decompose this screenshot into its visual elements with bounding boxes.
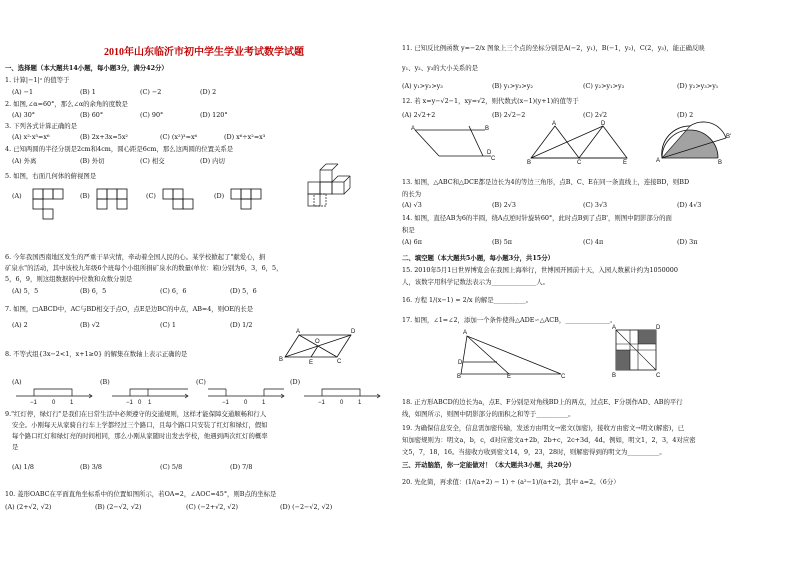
q12-stem: 12. 若 x=y−√2−1，xy=√2，则代数式(x−1)(y+1)的值等于 xyxy=(402,97,579,105)
q20-stem: 20. 先化简，再求值：(1/(a+2) − 1) ÷ (a²−1)/(a+2)，其中 a=2。（6分） xyxy=(402,478,620,486)
q8-c-tick-0: 0 xyxy=(244,400,248,406)
q7-stem: 7. 如图，□ABCD中，AC与BD相交于点O，点E是边BC的中点，AB=4，则OE的长是 xyxy=(5,305,254,313)
q7-label-e: E xyxy=(309,360,314,366)
q8-b-tick-minus1: −1 xyxy=(126,400,133,406)
q8-b-tick-1: 1 xyxy=(148,400,152,406)
q14-option-c: (C) 4π xyxy=(583,238,604,246)
q13-stem-line1: 13. 如图，△ABC和△DCE都是边长为4的等边三角形，点B、C、E在同一条直线上，连接BD，则BD xyxy=(402,178,690,186)
q8-d-tick-0: 0 xyxy=(340,400,344,406)
q7-label-d: D xyxy=(351,329,356,335)
q7-option-b: (B) √2 xyxy=(80,321,100,329)
q5-stem: 5. 如图，右面几何体的俯视图是 xyxy=(5,172,97,180)
q19-stem-line2: 知加密规则为：明文a，b，c，d对应密文a+2b，2b+c，2c+3d，4d。例如，明文1，2，3，4对应密 xyxy=(402,436,696,444)
section-2-heading: 二、填空题（本大题共5小题，每小题3分，共15分） xyxy=(402,254,554,262)
q13-label-c: C xyxy=(577,160,582,166)
q13-option-d: (D) 4√3 xyxy=(677,201,702,209)
q8-option-b: (B) xyxy=(100,378,110,386)
q17-label-c: C xyxy=(561,374,566,380)
q6-option-c: (C) 6，6 xyxy=(160,287,187,295)
q7-label-b: B xyxy=(279,357,284,363)
q14-stem-line1: 14. 如图，直径AB为6的半圆，绕A点逆时针旋转60°，此时点B到了点B'，则图中阴影部分的面 xyxy=(402,214,672,222)
q8-c-tick-minus1: −1 xyxy=(222,400,229,406)
q16-stem: 16. 方程 1/(x−1) = 2/x 的解是__________。 xyxy=(402,296,533,304)
q10-option-c: (C) (−2+√2, √2) xyxy=(186,503,239,511)
q10-option-b: (B) (2−√2, √2) xyxy=(95,503,142,511)
q8-b-tick-0: 0 xyxy=(138,400,142,406)
q14-stem-line2: 积是 xyxy=(402,226,415,234)
q17-stem: 17. 如图，∠1=∠2，添加一个条件使得△ADE∽△ACB，______________。 xyxy=(402,316,617,324)
q17-triangle-figure xyxy=(457,330,567,378)
q15-stem-line2: 人，该数字用科学记数法表示为______________人。 xyxy=(402,278,549,286)
q14-label-a: A xyxy=(656,158,661,164)
q2-fig-label-c: C xyxy=(491,156,496,162)
q8-option-c: (C) xyxy=(196,378,206,386)
q11-stem-line1: 11. 已知反比例函数 y=−2/x 图象上三个点的坐标分别是A(−2，y₁)，B(−1，y₂)，C(2，y₃)，能正确反映 xyxy=(402,44,705,52)
q18-label-b: B xyxy=(612,373,617,379)
q13-option-b: (B) 2√3 xyxy=(492,201,516,209)
q14-option-d: (D) 3π xyxy=(677,238,698,246)
q6-option-d: (D) 5，6 xyxy=(230,287,257,295)
q9-option-b: (B) 3/8 xyxy=(80,463,102,471)
q6-option-a: (A) 5，5 xyxy=(12,287,39,295)
q8-number-lines xyxy=(14,386,384,406)
q9-stem-line3: 每个路口红灯和绿灯亮的时间相同，那么小刚从家随时出发去学校，他遇到两次红灯的概率 xyxy=(12,432,268,440)
section-1-heading: 一、选择题（本大题共14小题，每小题3分，满分42分） xyxy=(5,64,168,72)
q1-option-d: (D) 2 xyxy=(200,88,217,96)
q5-option-c: (C) xyxy=(146,192,156,200)
q19-stem-line3: 文5，7，18，16。当接收方收到密文14，9，23，28时，则解密得到的明文为__________。 xyxy=(402,448,666,456)
q9-stem-line1: 9."红灯停，绿灯行"是我们在日常生活中必须遵守的交通规则，这样才能保障交通顺畅和行人 xyxy=(5,410,267,418)
q8-a-tick-1: 1 xyxy=(70,400,74,406)
q8-a-tick-0: 0 xyxy=(52,400,56,406)
q2-fig-label-b: B xyxy=(485,126,490,132)
q8-a-tick-minus1: −1 xyxy=(30,400,37,406)
q3-option-a: (A) x²·x³=x⁶ xyxy=(12,133,50,141)
q18-label-c: C xyxy=(656,373,661,379)
q7-label-c: C xyxy=(337,359,342,365)
q5-option-d: (D) xyxy=(214,192,225,200)
q7-label-o: O xyxy=(315,339,320,345)
q8-option-a: (A) xyxy=(12,378,22,386)
q9-option-d: (D) 7/8 xyxy=(230,463,253,471)
q2-stem: 2. 如图,∠α=60°，那么∠α的余角的度数是 xyxy=(5,100,128,108)
q14-semicircle-figure xyxy=(652,118,742,166)
q8-stem: 8. 不等式组{3x−2<1，x+1≥0} 的解集在数轴上表示正确的是 xyxy=(5,350,188,358)
q18-label-d: D xyxy=(656,325,661,331)
q2-angle-figure xyxy=(409,122,499,162)
q5-figure-b xyxy=(96,188,130,220)
q13-option-a: (A) √3 xyxy=(402,201,422,209)
q2-fig-label-a: A xyxy=(411,126,416,132)
q13-label-d: D xyxy=(601,121,606,127)
q14-option-b: (B) 5π xyxy=(492,238,512,246)
q4-option-b: (B) 外切 xyxy=(80,157,105,165)
q18-label-a: A xyxy=(612,325,617,331)
q3-stem: 3. 下列各式计算正确的是 xyxy=(5,122,78,130)
q14-option-a: (A) 6π xyxy=(402,238,422,246)
q9-option-a: (A) 1/8 xyxy=(12,463,34,471)
q7-option-a: (A) 2 xyxy=(12,321,28,329)
q7-option-d: (D) 1/2 xyxy=(230,321,253,329)
q5-option-b: (B) xyxy=(80,192,90,200)
q18-stem-line1: 18. 正方形ABCD的边长为a，点E、F分别是对角线BD上的两点，过点E、F分别作AD、AB的平行 xyxy=(402,398,683,406)
q11-stem-line2: y₁、y₂、y₃的大小关系的是 xyxy=(402,64,479,72)
q8-c-tick-1: 1 xyxy=(262,400,266,406)
q1-stem: 1. 计算|−1|ᵌ 的值等于 xyxy=(5,76,70,84)
q17-label-a: A xyxy=(463,330,468,336)
q4-stem: 4. 已知两圆的半径分别是2cm和4cm，圆心距是6cm，那么这两圆的位置关系是 xyxy=(5,145,234,153)
q3-option-c: (C) (x²)³=x⁶ xyxy=(160,133,198,141)
q6-stem-line2: 矿泉水"的活动，其中该校九年级6个班每个小组所捐矿泉水的数量(单位：箱)分别为6，3，6，5， xyxy=(5,264,283,272)
q2-option-a: (A) 30° xyxy=(12,111,35,119)
q4-option-a: (A) 外离 xyxy=(12,157,37,165)
q5-figure-c xyxy=(162,188,196,220)
page-title: 2010年山东临沂市初中学生学业考试数学试题 xyxy=(104,47,304,58)
q2-option-c: (C) 90° xyxy=(140,111,164,119)
q13-label-b: B xyxy=(527,160,532,166)
q1-option-a: (A) −1 xyxy=(12,88,34,96)
q9-stem-line4: 是 xyxy=(12,443,19,451)
q10-option-a: (A) (2+√2, √2) xyxy=(5,503,52,511)
q10-option-d: (D) (−2−√2, √2) xyxy=(280,503,333,511)
q11-option-c: (C) y₂>y₁>y₃ xyxy=(583,82,625,90)
q6-stem-line1: 6. 今年我国西南地区发生的严重干旱灾情，牵动着全国人民的心。某学校掀起了"献爱心，捐 xyxy=(5,253,266,261)
q18-square-figure xyxy=(612,326,662,378)
q6-option-b: (B) 6，5 xyxy=(80,287,107,295)
q3-option-b: (B) 2x+3x=5x² xyxy=(80,133,128,141)
q13-stem-line2: 的长为 xyxy=(402,190,422,198)
q1-option-b: (B) 1 xyxy=(80,88,96,96)
q13-triangles-figure xyxy=(527,122,627,164)
q12-option-b: (B) 2√2−2 xyxy=(492,111,526,119)
q1-option-c: (C) −2 xyxy=(140,88,162,96)
q9-stem-line2: 安全。小刚每天从家骑自行车上学都经过三个路口，且每个路口只安装了红灯和绿灯，假如 xyxy=(12,421,268,429)
q18-stem-line2: 线，如图所示，则图中阴影部分的面积之和等于__________。 xyxy=(402,410,575,418)
q5-figure-d xyxy=(230,188,264,220)
q5-figure-a xyxy=(32,188,66,220)
q12-option-a: (A) 2√2+2 xyxy=(402,111,436,119)
q11-option-a: (A) y₁>y₂>y₃ xyxy=(402,82,443,90)
q5-solid-figure xyxy=(302,168,358,212)
q11-option-b: (B) y₁>y₃>y₂ xyxy=(492,82,533,90)
q4-option-d: (D) 内切 xyxy=(200,157,225,165)
q4-option-c: (C) 相交 xyxy=(140,157,165,165)
q13-option-c: (C) 3√3 xyxy=(583,201,608,209)
q10-stem: 10. 菱形OABC在平面直角坐标系中的位置如图所示，若OA=2，∠AOC=45°，则B点的坐标是 xyxy=(5,490,277,498)
q8-d-tick-1: 1 xyxy=(358,400,362,406)
q3-option-d: (D) x⁶÷x²=x³ xyxy=(224,133,266,141)
q17-label-e: E xyxy=(507,374,512,380)
q17-label-b: B xyxy=(457,374,462,380)
q14-label-b: B xyxy=(718,160,723,166)
q2-option-b: (B) 60° xyxy=(80,111,104,119)
q15-stem-line1: 15. 2010年5月1日世界博览会在我国上海举行，世博园开园前十天，入园人数累计约为1050000 xyxy=(402,266,678,274)
q13-label-a: A xyxy=(552,121,557,127)
q7-option-c: (C) 1 xyxy=(160,321,176,329)
q17-label-d: D xyxy=(458,360,463,366)
q12-option-c: (C) 2√2 xyxy=(583,111,608,119)
q14-label-bprime: B' xyxy=(726,134,732,140)
q19-stem-line1: 19. 为确保信息安全，信息需加密传输，发送方由明文→密文(加密)，接收方由密文→明文(解密)，已 xyxy=(402,424,685,432)
q9-option-c: (C) 5/8 xyxy=(160,463,183,471)
q6-stem-line3: 5，6，9，则这组数据的中位数和众数分别是 xyxy=(5,275,133,283)
q2-fig-label-d: D xyxy=(487,150,492,156)
q8-option-d: (D) xyxy=(290,378,301,386)
q2-option-d: (D) 120° xyxy=(200,111,228,119)
q7-label-a: A xyxy=(296,329,301,335)
q11-option-d: (D) y₂>y₃>y₁ xyxy=(677,82,719,90)
q8-d-tick-minus1: −1 xyxy=(318,400,325,406)
section-3-heading: 三、开动脑筋，你一定能做对！（本大题共3小题，共20分） xyxy=(402,461,576,469)
q7-parallelogram-figure xyxy=(279,329,356,366)
q12-option-d: (D) 2 xyxy=(677,111,694,119)
q5-option-a: (A) xyxy=(12,192,22,200)
q13-label-e: E xyxy=(623,160,628,166)
